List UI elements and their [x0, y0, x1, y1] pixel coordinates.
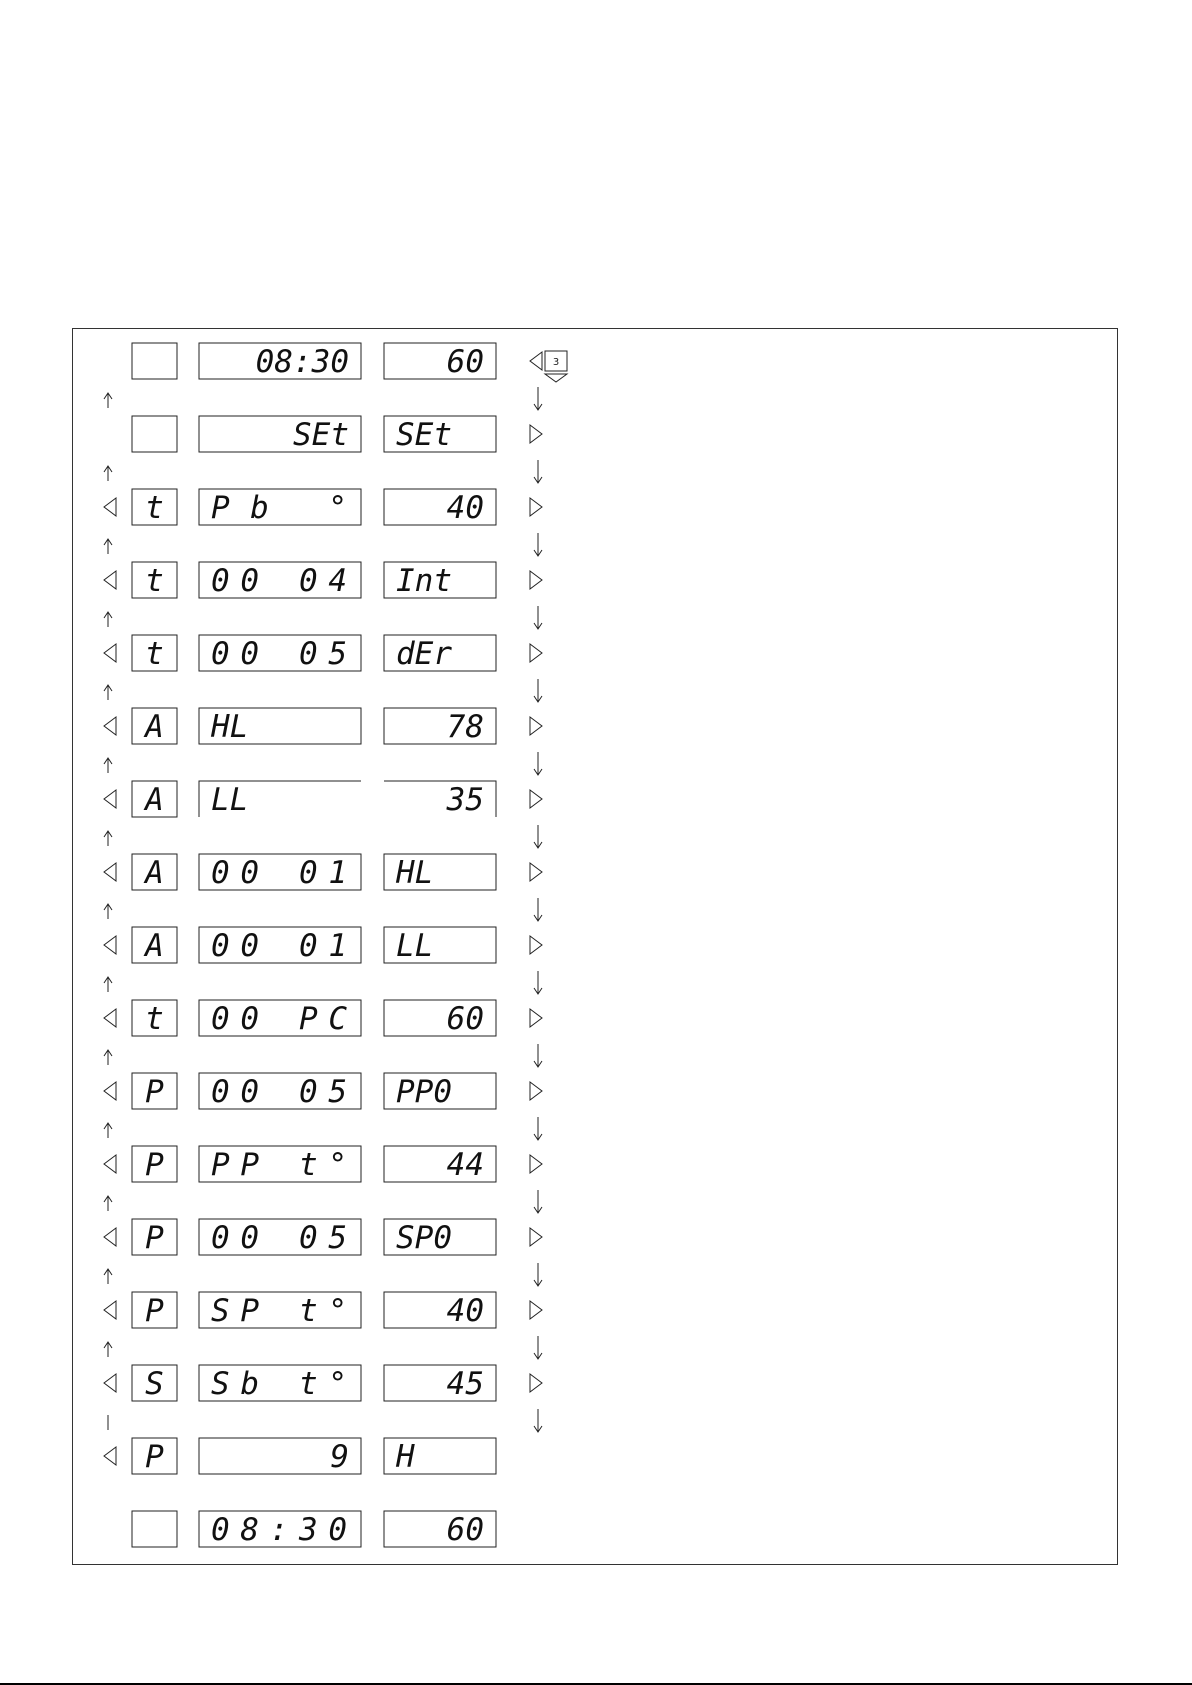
right-arrow-icon	[530, 1155, 542, 1173]
sub-display-value: 40	[446, 1293, 484, 1329]
mode-label: A	[145, 782, 164, 818]
right-arrow-icon	[530, 936, 542, 954]
sub-display-value: 78	[446, 709, 484, 745]
step-badge-label: 3	[552, 357, 560, 368]
left-arrow-icon	[104, 1447, 116, 1465]
right-arrow-icon	[530, 1374, 542, 1392]
down-triangle-icon	[545, 374, 567, 382]
right-arrow-icon	[530, 644, 542, 662]
mode-box	[132, 1511, 177, 1547]
mode-label: A	[145, 928, 164, 964]
mode-label: t	[145, 563, 164, 599]
right-arrow-icon	[530, 1009, 542, 1027]
mode-label: S	[145, 1366, 164, 1402]
mode-box	[132, 416, 177, 452]
main-display-value: SEt	[293, 417, 349, 453]
left-arrow-icon	[104, 936, 116, 954]
sub-display-value: 60	[446, 1001, 484, 1037]
main-display-value: 00 05	[211, 1074, 347, 1110]
sub-display-value: PP0	[396, 1074, 452, 1110]
sub-display-value: LL	[396, 928, 434, 964]
mode-label: A	[145, 709, 164, 745]
main-display-value: 08:30	[211, 1512, 347, 1548]
main-display-value: SP t°	[211, 1293, 347, 1329]
right-arrow-icon	[530, 425, 542, 443]
mode-label: P	[145, 1293, 164, 1329]
right-arrow-icon	[530, 790, 542, 808]
sub-display-value: 60	[446, 344, 484, 380]
left-arrow-icon	[104, 1228, 116, 1246]
left-arrow-icon	[104, 498, 116, 516]
main-display-value: 00 05	[211, 636, 347, 672]
sub-display-value: H	[396, 1439, 415, 1475]
sub-display-value: 45	[446, 1366, 484, 1402]
main-display-value: 00 04	[211, 563, 347, 599]
left-arrow-icon	[104, 1301, 116, 1319]
return-arrow-icon	[530, 352, 542, 370]
sub-display-value: dEr	[396, 636, 452, 672]
mode-label: t	[145, 636, 164, 672]
main-display-value: 00 01	[211, 928, 347, 964]
right-arrow-icon	[530, 863, 542, 881]
mode-label: t	[145, 1001, 164, 1037]
right-arrow-icon	[530, 1301, 542, 1319]
right-arrow-icon	[530, 571, 542, 589]
left-arrow-icon	[104, 1009, 116, 1027]
right-arrow-icon	[530, 498, 542, 516]
left-arrow-icon	[104, 717, 116, 735]
main-display-value: 9	[330, 1439, 349, 1475]
sub-display-value: 40	[446, 490, 484, 526]
sub-display-value: 44	[446, 1147, 484, 1183]
left-arrow-icon	[104, 1374, 116, 1392]
left-arrow-icon	[104, 1082, 116, 1100]
left-arrow-icon	[104, 644, 116, 662]
sub-display-value: Int	[396, 563, 452, 599]
right-arrow-icon	[530, 1228, 542, 1246]
mode-box	[132, 343, 177, 379]
sub-display-value: 35	[446, 782, 484, 818]
left-arrow-icon	[104, 1155, 116, 1173]
main-display-value: Sb t°	[211, 1366, 347, 1402]
main-display-value: PP t°	[211, 1147, 347, 1183]
mode-label: P	[145, 1220, 164, 1256]
mode-label: t	[145, 490, 164, 526]
sub-display-value: HL	[396, 855, 434, 891]
main-display-value: 00 01	[211, 855, 347, 891]
main-display-value: Pb °	[211, 490, 347, 526]
main-display-value: 00 PC	[211, 1001, 347, 1037]
mode-label: P	[145, 1439, 164, 1475]
mode-label: P	[145, 1147, 164, 1183]
mode-label: P	[145, 1074, 164, 1110]
mode-label: A	[145, 855, 164, 891]
main-display-value: 00 05	[211, 1220, 347, 1256]
left-arrow-icon	[104, 790, 116, 808]
main-display-value: 08:30	[255, 344, 349, 380]
left-arrow-icon	[104, 571, 116, 589]
sub-display-value: SEt	[396, 417, 452, 453]
main-display-value: HL	[211, 709, 249, 745]
right-arrow-icon	[530, 1082, 542, 1100]
main-display-value: LL	[211, 782, 249, 818]
sub-display-value: SP0	[396, 1220, 452, 1256]
right-arrow-icon	[530, 717, 542, 735]
sub-display-value: 60	[446, 1512, 484, 1548]
left-arrow-icon	[104, 863, 116, 881]
